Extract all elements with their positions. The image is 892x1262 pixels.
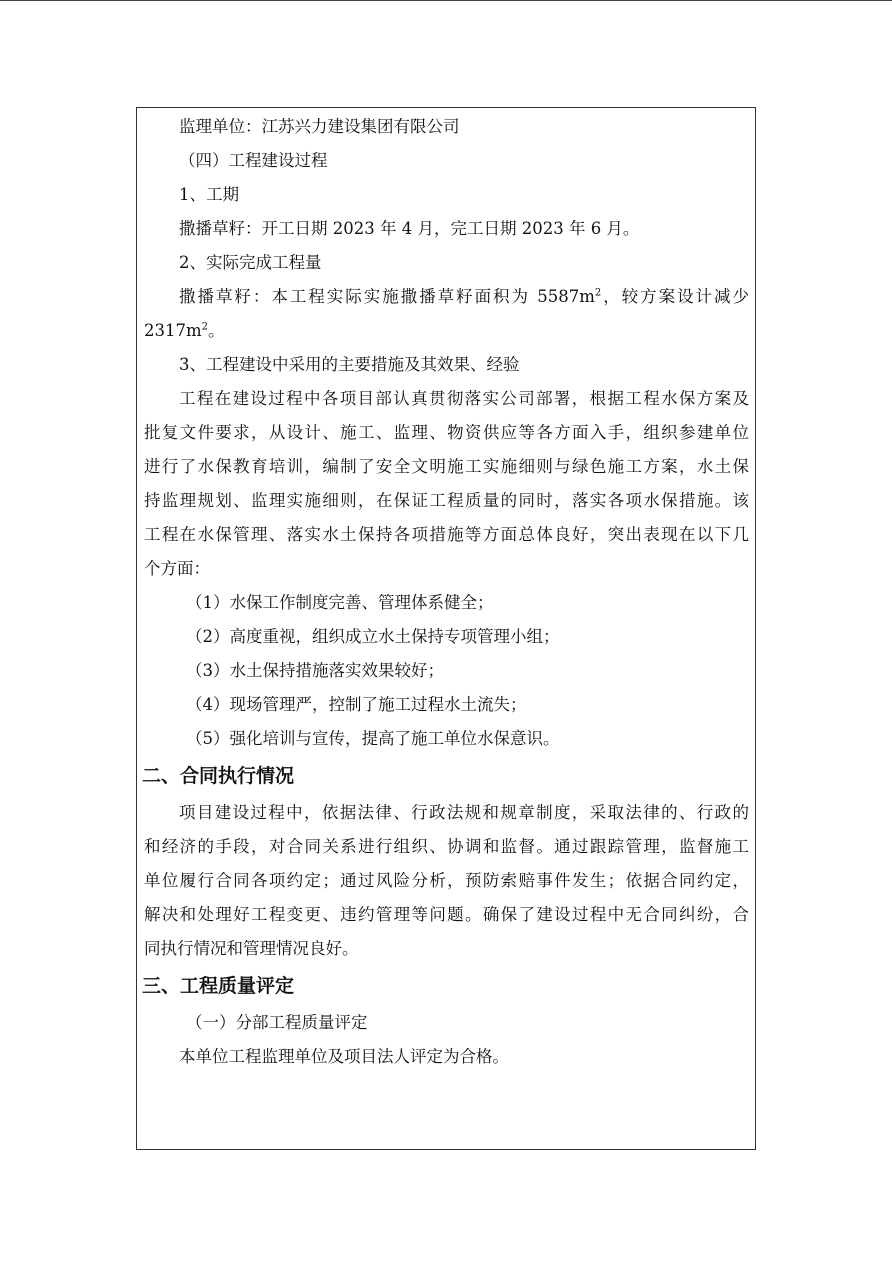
point-item: （1）水保工作制度完善、管理体系健全；	[186, 593, 494, 612]
contract-line: 和经济的手段，对合同关系进行组织、协调和监督。通过跟踪管理，监督施工	[144, 837, 749, 856]
point-item: （4）现场管理严，控制了施工过程水土流失；	[186, 695, 527, 714]
item1-title: 1、工期	[179, 185, 239, 204]
area-superscript-1: 2	[594, 287, 602, 299]
point-item: （2）高度重视，组织成立水土保持专项管理小组；	[186, 627, 560, 646]
para-line: 进行了水保教育培训，编制了安全文明施工实施细则与绿色施工方案，水土保	[144, 457, 749, 476]
item3-title: 3、工程建设中采用的主要措施及其效果、经验	[179, 355, 520, 374]
section4-title: （四）工程建设过程	[179, 151, 328, 170]
heading-contract: 二、合同执行情况	[142, 765, 295, 787]
item2-text-c: 2317m	[144, 321, 202, 340]
item2-text-b: ，较方案设计减少	[601, 287, 749, 306]
para-line: 工程在建设过程中各项目部认真贯彻落实公司部署，根据工程水保方案及	[179, 389, 749, 408]
item2-text-d: 。	[208, 321, 225, 340]
para-line: 工程在水保管理、落实水土保持各项措施等方面总体良好，突出表现在以下几	[144, 525, 749, 544]
contract-line: 解决和处理好工程变更、违约管理等问题。确保了建设过程中无合同纠纷，合	[144, 905, 749, 924]
area-superscript-2: 2	[201, 321, 209, 333]
point-item: （5）强化培训与宣传，提高了施工单位水保意识。	[186, 729, 560, 748]
item2-title: 2、实际完成工程量	[179, 253, 322, 272]
supervisor-line: 监理单位：江苏兴力建设集团有限公司	[179, 117, 460, 136]
point-item: （3）水土保持措施落实效果较好；	[186, 661, 444, 680]
contract-line: 项目建设过程中，依据法律、行政法规和规章制度，采取法律的、行政的	[179, 803, 749, 822]
para-line: 个方面：	[144, 559, 210, 578]
heading-quality: 三、工程质量评定	[142, 975, 295, 997]
item2-text-a: 撒播草籽：本工程实际实施撒播草籽面积为 5587m	[179, 287, 595, 306]
item1-text: 撒播草籽：开工日期 2023 年 4 月，完工日期 2023 年 6 月。	[179, 219, 640, 238]
item2-text-line1	[144, 280, 749, 314]
contract-line: 同执行情况和管理情况良好。	[144, 939, 359, 958]
contract-line: 单位履行合同各项约定；通过风险分析，预防索赔事件发生；依据合同约定，	[144, 871, 749, 890]
page-top-rule	[0, 0, 892, 1]
para-line: 批复文件要求，从设计、施工、监理、物资供应等各方面入手，组织参建单位	[144, 423, 749, 442]
item2-text-line2	[144, 314, 749, 348]
quality-subtitle: （一）分部工程质量评定	[186, 1013, 368, 1032]
para-line: 持监理规划、监理实施细则，在保证工程质量的同时，落实各项水保措施。该	[144, 491, 749, 510]
document-body	[144, 110, 749, 1074]
quality-text: 本单位工程监理单位及项目法人评定为合格。	[179, 1047, 509, 1066]
